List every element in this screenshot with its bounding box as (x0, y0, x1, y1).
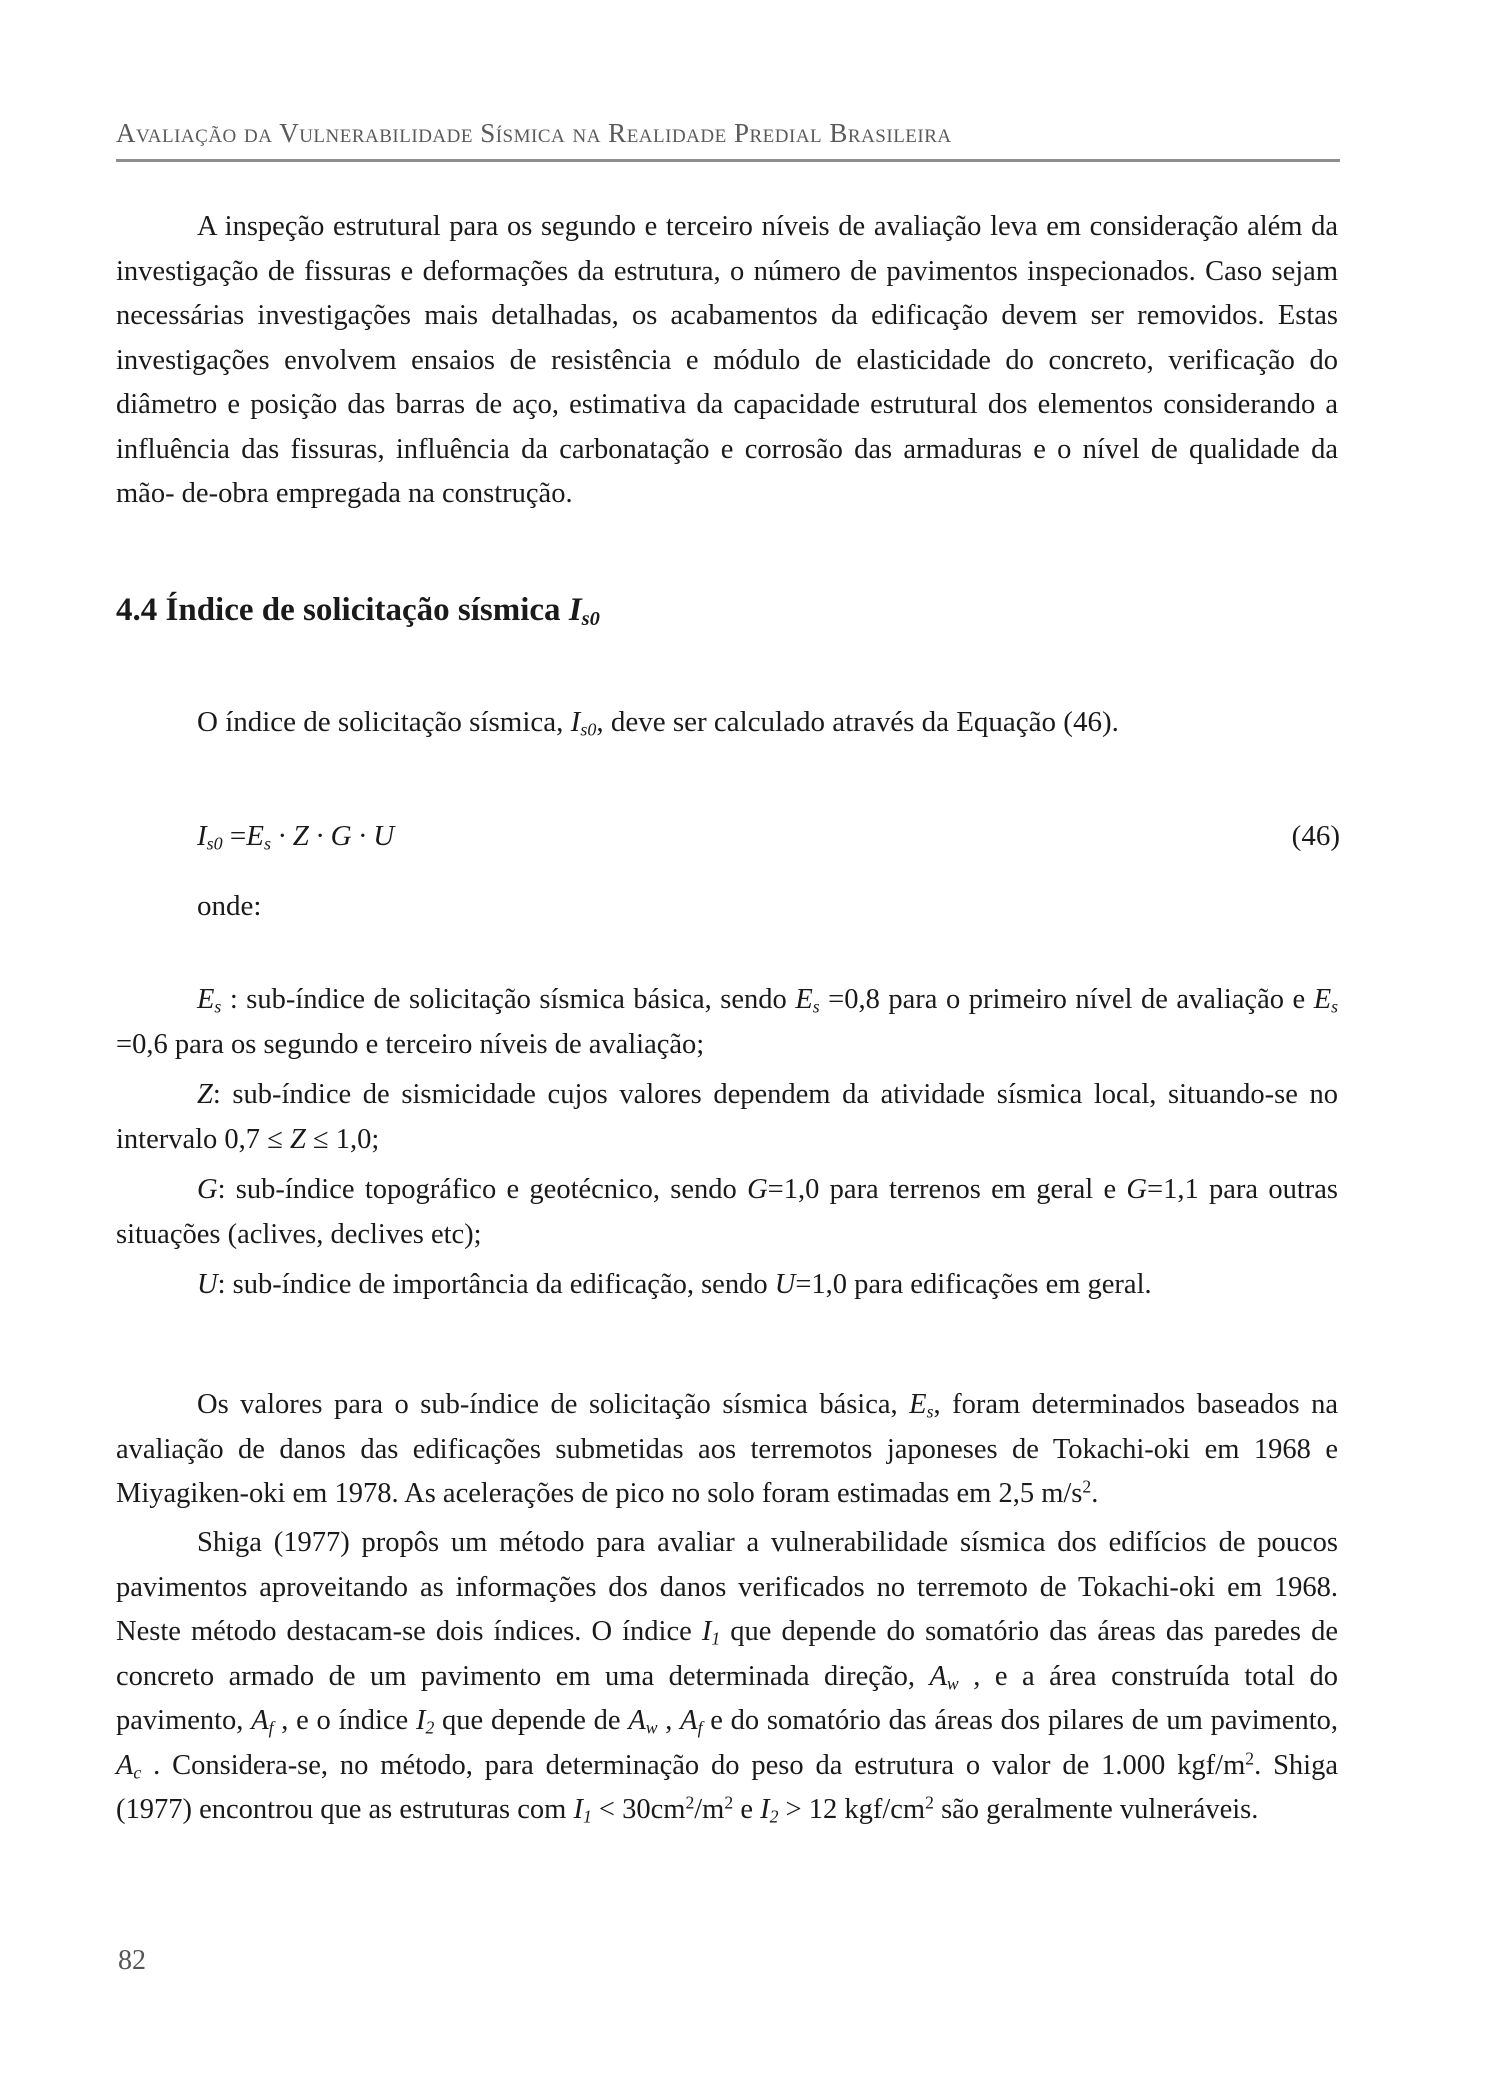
paragraph-es-values-text: Os valores para o sub-índice de solicitação sísmica básica, $E_s$, foram determinados baseados na avaliação de danos das edificações submetidas aos terremotos japoneses de Tokachi-oki em 1968 e Miyagiken-oki em 1978. As acelerações de pico no solo foram estimadas em 2,5 $m/s^2$. (116, 1389, 1339, 1509)
running-head: Avaliação da Vulnerabilidade Sísmica na Realidade Predial Brasileira (116, 118, 952, 148)
definitions-list (116, 978, 1338, 1314)
equation-46 (197, 820, 1340, 853)
section-number: 4.4 (116, 592, 158, 628)
definition-es: $E_s$ : sub-índice de solicitação sísmica básica, sendo $E_s =0,8$ para o primeiro nível de avaliação e $E_s =0,6$ para os segundo e terceiro níveis de avaliação; (116, 984, 1338, 1060)
onde-label: onde: (197, 890, 262, 922)
definition-u: U: sub-índice de importância da edificação, sendo U=1,0 para edificações em geral. (197, 1269, 1152, 1300)
definition-g: G: sub-índice topográfico e geotécnico, sendo G=1,0 para terrenos em geral e G=1,1 para outras situações (aclives, declives etc); (116, 1174, 1338, 1250)
equation-intro (197, 706, 1119, 739)
paragraph-inspection-text: A inspeção estrutural para os segundo e terceiro níveis de avaliação leva em consideração além da investigação de fissuras e deformações da estrutura, o número de pavimentos inspecionados. Caso sejam necessárias investigações mais detalhadas, os acabamentos da edificação devem ser removidos. Estas investigações envolvem ensaios de resistência e módulo de elasticidade do concreto, verificação do diâmetro e posição das barras de aço, estimativa da capacidade estrutural dos elementos considerando a influência das fissuras, influência da carbonatação e corrosão das armaduras e o nível de qualidade da mão- de-obra empregada na construção. (116, 211, 1338, 509)
paragraph-shiga-text: Shiga (1977) propôs um método para avaliar a vulnerabilidade sísmica dos edifícios de poucos pavimentos aproveitando as informações dos danos verificados no terremoto de Tokachi-oki em 1968. Neste método destacam-se dois índices. O índice $I_1$ que depende do somatório das áreas das paredes de concreto armado de um pavimento em uma determinada direção, $A_w$ , e a área construída total do pavimento, $A_f$ , e o índice $I_2$ que depende de $A_w$ , $A_f$ e do somatório das áreas dos pilares de um pavimento, $A_c$ . Considera-se, no método, para determinação do peso da estrutura o valor de 1.000 kgf/$m^2$. Shiga (1977) encontrou que as estruturas com $I_1 < 30cm^2/m^2$ e $I_2 > 12$ kgf/$cm^2$ são geralmente vulneráveis. (116, 1527, 1338, 1827)
intro-text-end: , deve ser calculado através da Equação (46). (596, 706, 1119, 738)
section-symbol: $I_{s0}$ (568, 592, 600, 631)
equation-body: $I_{s0} =E_s \cdot Z \cdot G \cdot U$ (197, 820, 395, 854)
paragraph-es-values (116, 1383, 1338, 1517)
intro-text: O índice de solicitação sísmica, (197, 706, 564, 738)
definition-z: Z: sub-índice de sismicidade cujos valores dependem da atividade sísmica local, situando-se no intervalo 0,7 ≤ Z ≤ 1,0; (116, 1079, 1338, 1155)
page-number: 82 (118, 1945, 146, 1976)
header-rule (116, 159, 1340, 162)
paragraph-inspection (116, 205, 1338, 517)
section-title: Índice de solicitação sísmica (165, 592, 561, 628)
section-heading (116, 592, 600, 629)
paragraph-shiga (116, 1521, 1338, 1833)
equation-number: (46) (1291, 820, 1340, 852)
intro-symbol: $I_{s0}$ (570, 706, 597, 740)
